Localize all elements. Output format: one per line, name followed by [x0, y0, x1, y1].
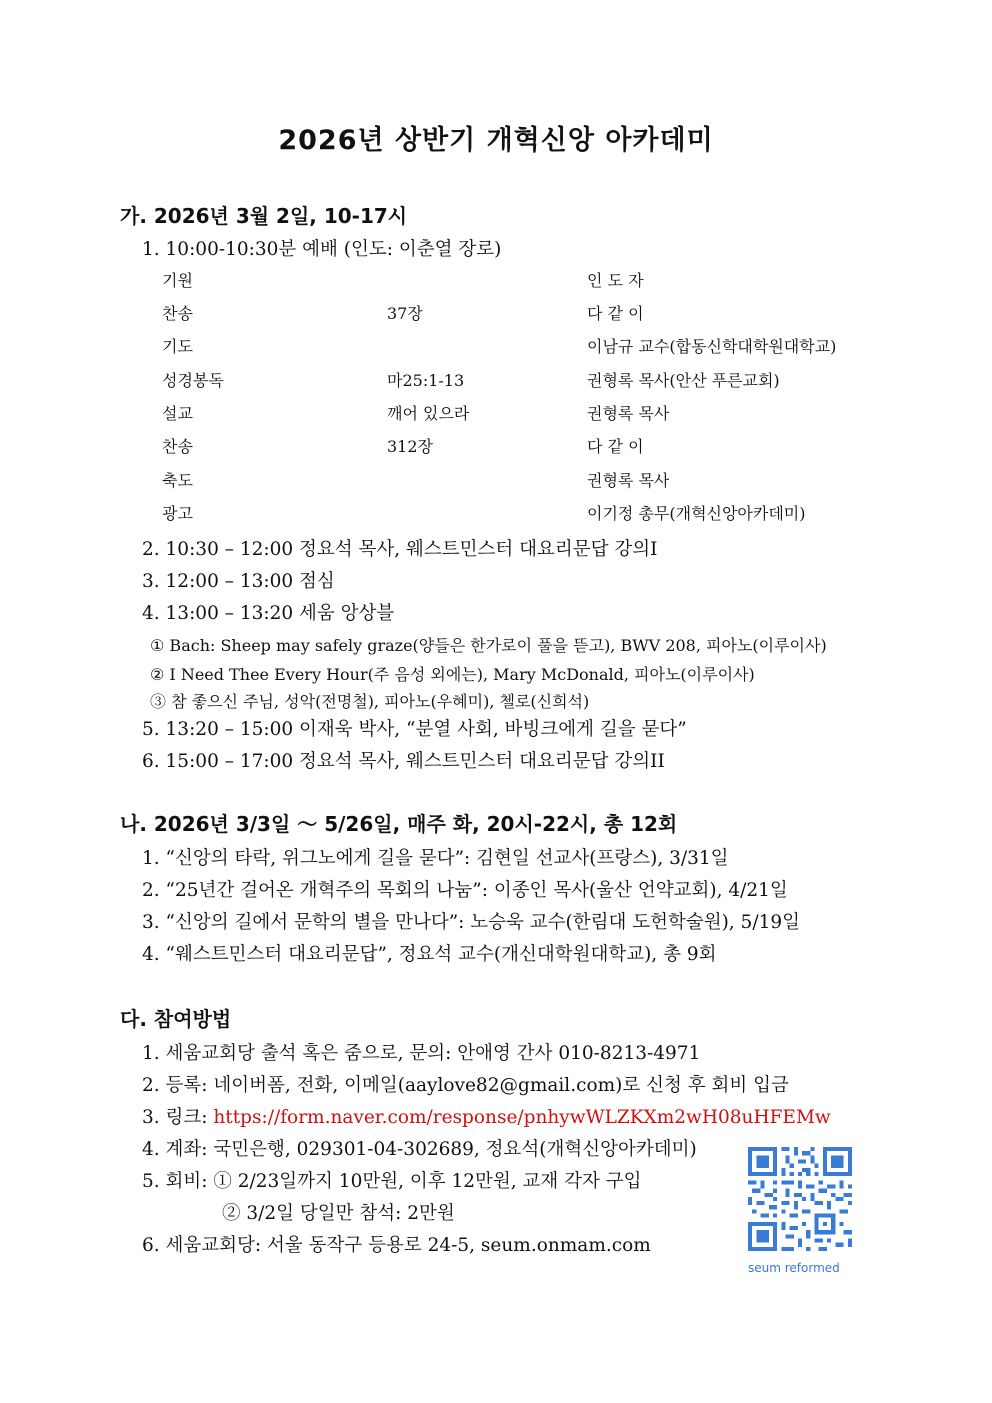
worship-leader: 이기정 총무(개혁신앙아카데미) [587, 504, 806, 523]
worship-leader: 다 같 이 [587, 304, 644, 323]
worship-part: 기원 [162, 271, 193, 290]
worship-part: 광고 [162, 504, 193, 523]
worship-part: 설교 [162, 404, 193, 423]
worship-leader: 권형록 목사(안산 푸른교회) [587, 371, 780, 390]
ensemble-piece-1: ① Bach: Sheep may safely graze(양들은 한가로이 풀을 뜯고), BWV 208, 피아노(이루이사) [150, 636, 827, 655]
section-a-item-1: 1. 10:00-10:30분 예배 (인도: 이춘열 장로) [142, 239, 502, 260]
worship-part: 찬송 [162, 304, 193, 323]
worship-content: 마25:1-13 [387, 371, 465, 390]
section-c-item-5: 5. 회비: ① 2/23일까지 10만원, 이후 12만원, 교재 각자 구입 [142, 1171, 642, 1192]
section-a-item-5: 5. 13:20 – 15:00 이재욱 박사, “분열 사회, 바빙크에게 길을 묻다” [142, 719, 687, 740]
section-a-item-3: 3. 12:00 – 13:00 점심 [142, 571, 335, 592]
worship-part: 성경봉독 [162, 371, 224, 390]
section-c-item-3 [142, 1103, 831, 1129]
section-a-heading: 가. 2026년 3월 2일, 10-17시 [120, 204, 408, 228]
section-b-item-3: 3. “신앙의 길에서 문학의 별을 만나다”: 노승욱 교수(한림대 도헌학술원), 5/19일 [142, 912, 800, 933]
worship-leader: 인 도 자 [587, 271, 644, 290]
worship-leader: 이남규 교수(합동신학대학원대학교) [587, 337, 837, 356]
worship-part: 기도 [162, 337, 193, 356]
worship-content: 깨어 있으라 [387, 404, 470, 423]
link-label: 3. 링크: [142, 1107, 214, 1128]
worship-part: 축도 [162, 471, 193, 490]
worship-leader: 권형록 목사 [587, 404, 670, 423]
section-c-item-1: 1. 세움교회당 출석 혹은 줌으로, 문의: 안애영 간사 010-8213-4971 [142, 1043, 701, 1064]
section-a-item-4: 4. 13:00 – 13:20 세움 앙상블 [142, 603, 395, 624]
ensemble-piece-2: ② I Need Thee Every Hour(주 음성 외에는), Mary McDonald, 피아노(이루이사) [150, 665, 755, 684]
section-c-item-2: 2. 등록: 네이버폼, 전화, 이메일(aaylove82@gmail.com)로 신청 후 회비 입금 [142, 1075, 789, 1096]
section-c-heading: 다. 참여방법 [120, 1007, 232, 1031]
worship-part: 찬송 [162, 437, 193, 456]
qr-code[interactable] [748, 1147, 852, 1251]
ensemble-piece-3: ③ 참 좋으신 주님, 성악(전명철), 피아노(우혜미), 첼로(신희석) [150, 692, 590, 711]
worship-leader: 권형록 목사 [587, 471, 670, 490]
qr-caption: seum reformed [748, 1261, 840, 1275]
worship-content: 312장 [387, 437, 433, 456]
section-b-heading: 나. 2026년 3/3일 ～ 5/26일, 매주 화, 20시-22시, 총 12회 [120, 812, 678, 836]
page-title: 2026년 상반기 개혁신앙 아카데미 [278, 125, 714, 156]
worship-leader: 다 같 이 [587, 437, 644, 456]
worship-content: 37장 [387, 304, 423, 323]
section-c-item-4: 4. 계좌: 국민은행, 029301-04-302689, 정요석(개혁신앙아카데미) [142, 1139, 697, 1160]
section-c-item-5b: ② 3/2일 당일만 참석: 2만원 [222, 1203, 455, 1224]
section-a-item-6: 6. 15:00 – 17:00 정요석 목사, 웨스트민스터 대요리문답 강의II [142, 751, 665, 772]
section-a-item-2: 2. 10:30 – 12:00 정요석 목사, 웨스트민스터 대요리문답 강의I [142, 539, 658, 560]
section-c-item-6: 6. 세움교회당: 서울 동작구 등용로 24-5, seum.onmam.com [142, 1235, 651, 1256]
section-b-item-1: 1. “신앙의 타락, 위그노에게 길을 묻다”: 김현일 선교사(프랑스), 3/31일 [142, 848, 729, 869]
section-b-item-2: 2. “25년간 걸어온 개혁주의 목회의 나눔”: 이종인 목사(울산 언약교회), 4/21일 [142, 880, 788, 901]
registration-link[interactable]: https://form.naver.com/response/pnhywWLZKXm2wH08uHFEMw [213, 1107, 831, 1128]
section-b-item-4: 4. “웨스트민스터 대요리문답”, 정요석 교수(개신대학원대학교), 총 9회 [142, 944, 717, 965]
